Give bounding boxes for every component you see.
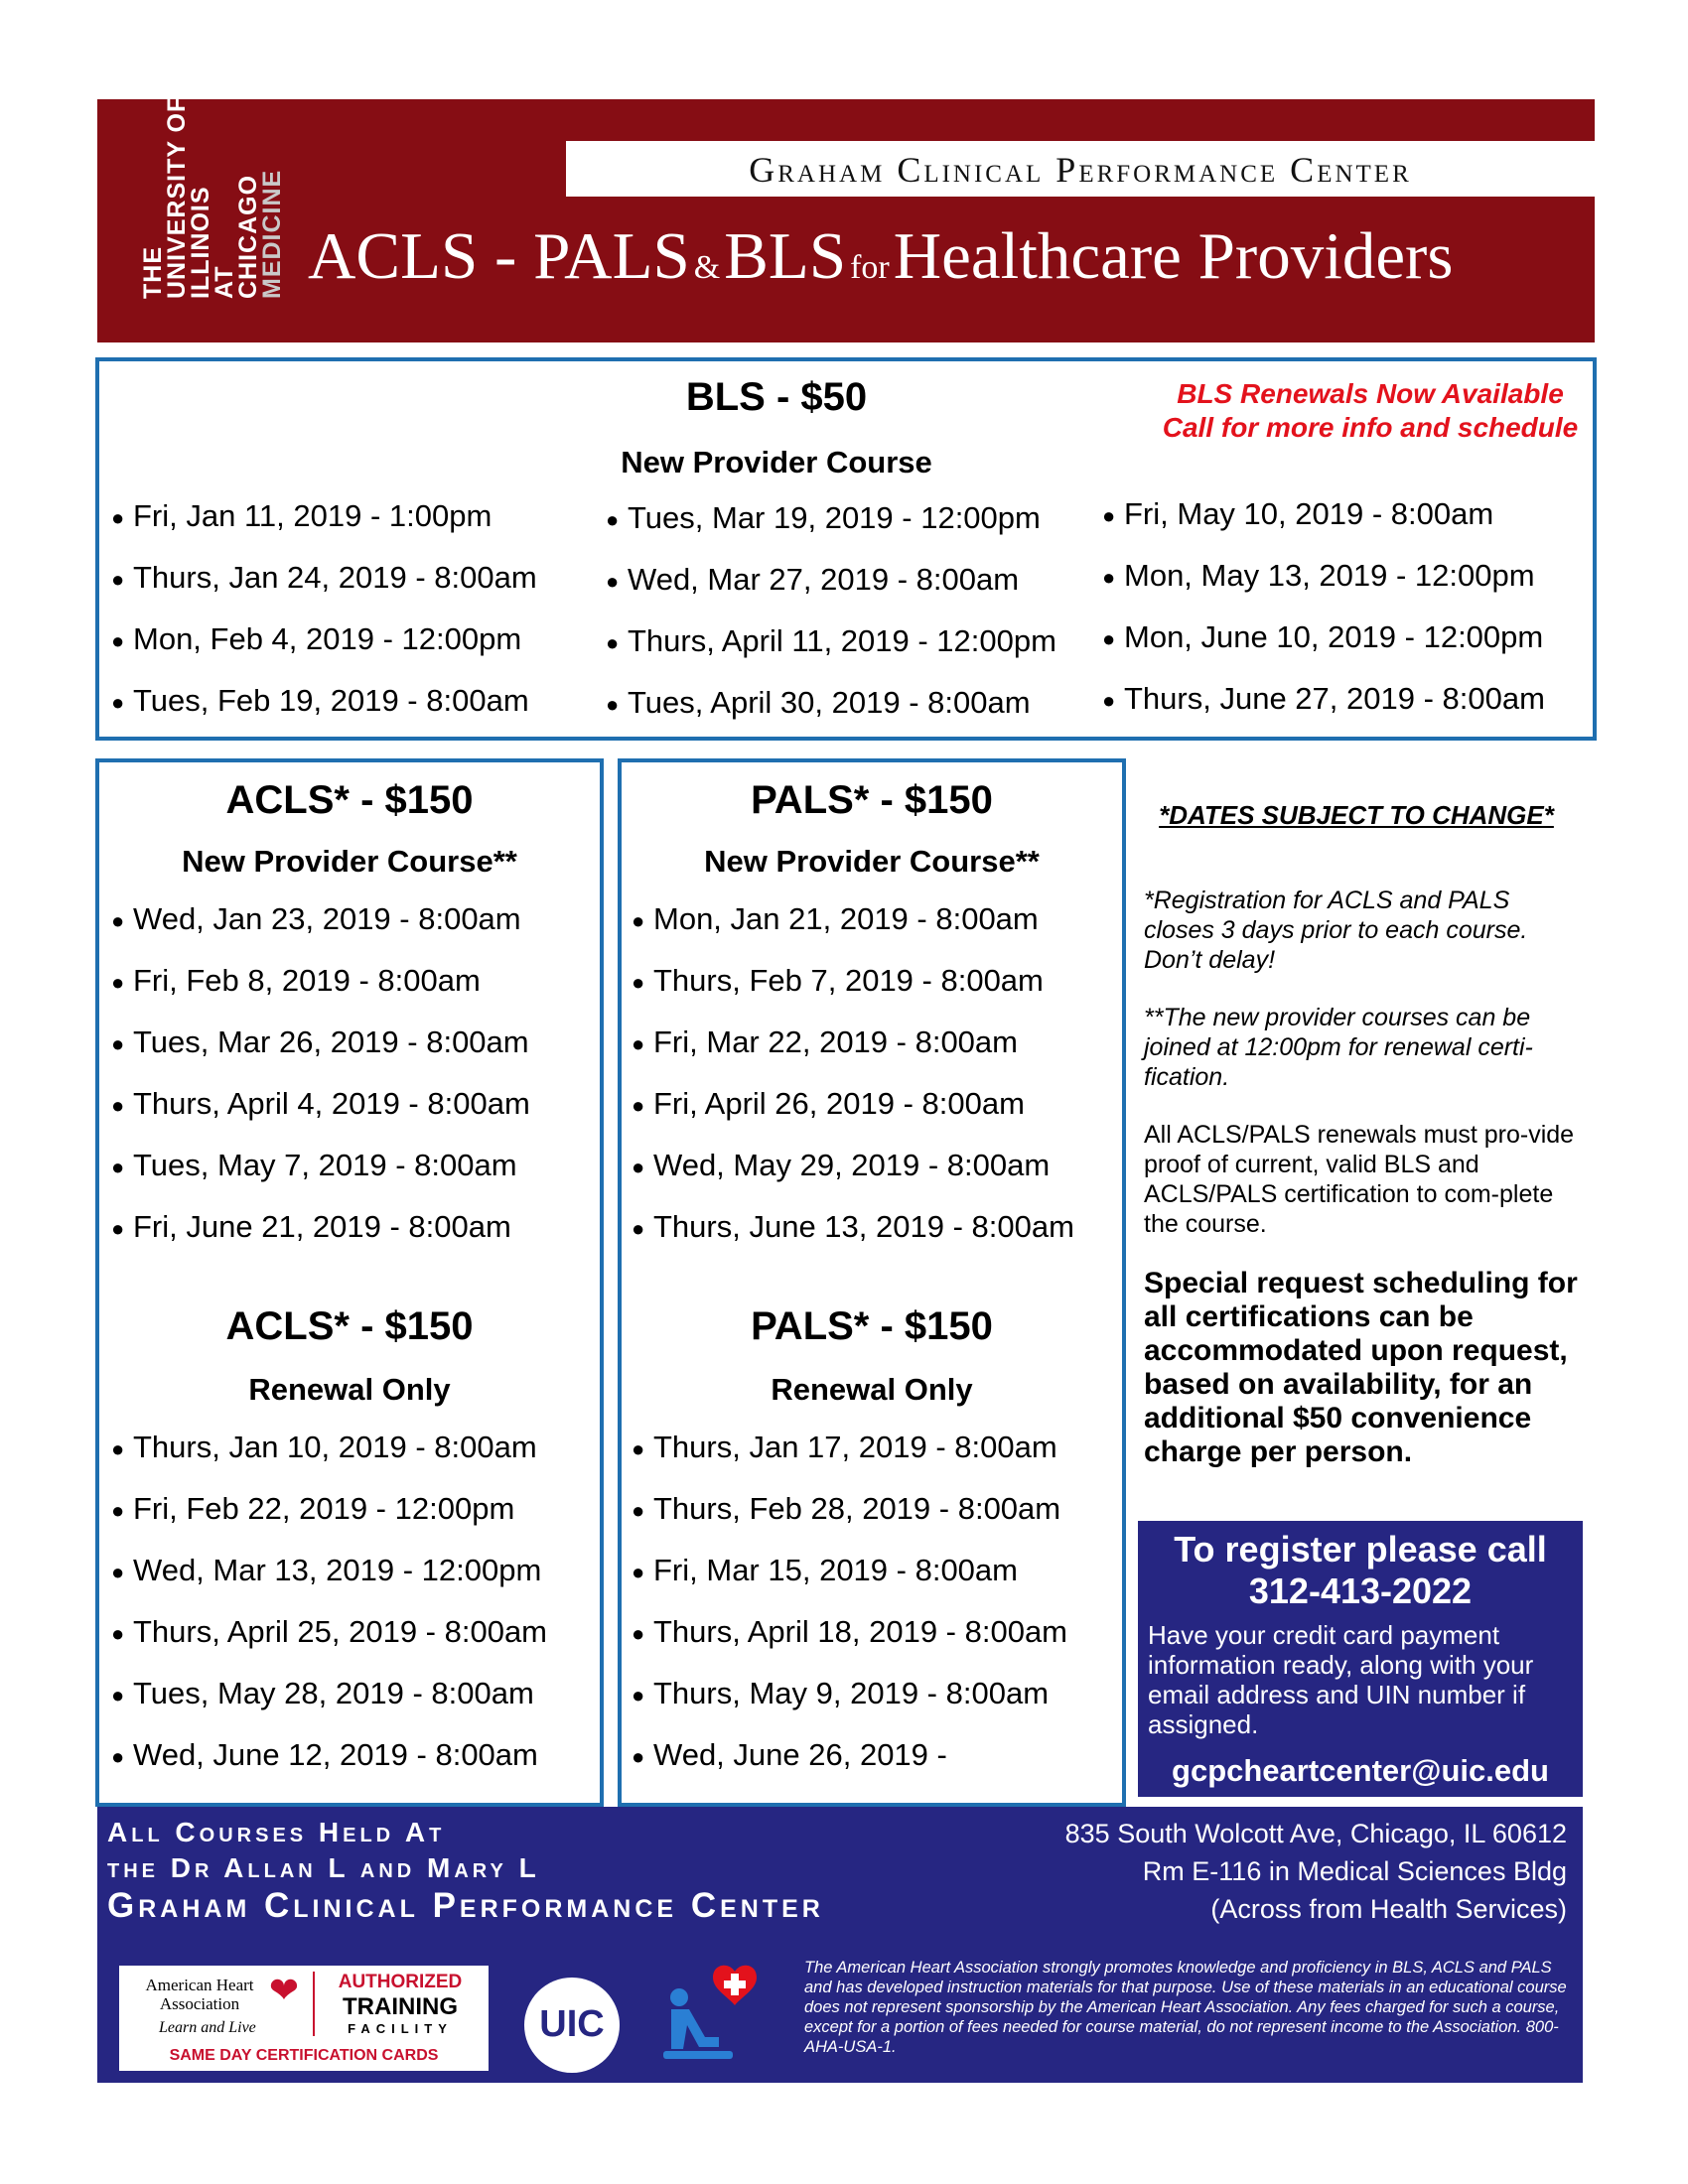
title-bls: BLS (724, 219, 847, 293)
cpr-icon (649, 1958, 769, 2067)
aha-same-day: SAME DAY CERTIFICATION CARDS (169, 2047, 439, 2064)
footer-held-line: the Dr Allan L and Mary L (107, 1852, 540, 1883)
wordmark-line: CHICAGO (234, 174, 262, 299)
list-item: ● Thurs, April 4, 2019 - 8:00am (111, 1086, 530, 1121)
pals-renew-title: PALS* - $150 (751, 1304, 993, 1348)
aha-authorized-block (313, 1972, 486, 2036)
center-name: Graham Clinical Performance Center (749, 150, 1412, 190)
page-title (308, 218, 1589, 318)
heart-torch-icon: ❤ (268, 1971, 299, 2010)
list-item: ● Thurs, Feb 28, 2019 - 8:00am (632, 1491, 1061, 1526)
bls-renewals-line: BLS Renewals Now Available (1177, 378, 1564, 409)
wordmark-line: MEDICINE (258, 169, 286, 299)
register-email[interactable]: gcpcheartcenter@uic.edu (1172, 1753, 1549, 1788)
list-item: ● Tues, April 30, 2019 - 8:00am (606, 685, 1031, 720)
acls-renew-subtitle: Renewal Only (248, 1372, 451, 1407)
acls-box (95, 758, 604, 1807)
list-item: ● Fri, Jan 11, 2019 - 1:00pm (111, 498, 492, 533)
list-item: ● Thurs, June 27, 2019 - 8:00am (1102, 681, 1545, 716)
list-item: ● Tues, May 28, 2019 - 8:00am (111, 1676, 534, 1710)
footer-address: (Across from Health Services) (1210, 1894, 1567, 1924)
acls-new-title: ACLS* - $150 (225, 778, 474, 822)
list-item: ● Thurs, May 9, 2019 - 8:00am (632, 1676, 1050, 1710)
list-item: ● Mon, May 13, 2019 - 12:00pm (1102, 558, 1535, 593)
list-item: ● Thurs, Feb 7, 2019 - 8:00am (632, 963, 1044, 998)
special-request-note: Special request scheduling for all certifications can be accommodated upon request, based on availability, for an additional $50 convenience charge per person. (1144, 1267, 1578, 1468)
wordmark-line: UNIVERSITY OF (163, 95, 191, 299)
list-item: ● Fri, June 21, 2019 - 8:00am (111, 1209, 511, 1244)
footer-held-line: Graham Clinical Performance Center (107, 1886, 824, 1925)
list-item: ● Mon, Jan 21, 2019 - 8:00am (632, 901, 1039, 936)
bls-renewals-note (1102, 377, 1638, 445)
pals-renew-subtitle: Renewal Only (771, 1372, 973, 1407)
list-item: ● Wed, Mar 27, 2019 - 8:00am (606, 562, 1020, 597)
list-item: ● Wed, Jan 23, 2019 - 8:00am (111, 901, 521, 936)
uic-logo: UIC (524, 1978, 620, 2073)
renewals-note: All ACLS/PALS renewals must pro-vide proof of current, valid BLS and ACLS/PALS certification to com-plete the course. (1144, 1121, 1575, 1238)
list-item: ● Tues, Mar 26, 2019 - 8:00am (111, 1024, 529, 1059)
wordmark-line: THE (139, 246, 167, 299)
dates-subject-note: *DATES SUBJECT TO CHANGE* (1159, 800, 1554, 830)
list-item: ● Fri, Feb 8, 2019 - 8:00am (111, 963, 481, 998)
title-acls-pals: ACLS - PALS (308, 219, 690, 293)
header-banner (97, 95, 1595, 342)
list-item: ● Tues, Mar 19, 2019 - 12:00pm (606, 500, 1041, 535)
list-item: ● Fri, Mar 22, 2019 - 8:00am (632, 1024, 1018, 1059)
acls-renew-title: ACLS* - $150 (225, 1304, 474, 1348)
list-item: ● Thurs, April 25, 2019 - 8:00am (111, 1614, 548, 1649)
list-item: ● Tues, Feb 19, 2019 - 8:00am (111, 683, 529, 718)
list-item: ● Thurs, Jan 10, 2019 - 8:00am (111, 1430, 537, 1464)
aha-authorized: AUTHORIZED (338, 1972, 463, 1992)
register-call: To register please call (1174, 1529, 1547, 1570)
footer-address: 835 South Wolcott Ave, Chicago, IL 60612 (1064, 1819, 1567, 1848)
footer (97, 1807, 1583, 2083)
pals-box (618, 758, 1126, 1807)
footer-held-line: All Courses Held At (107, 1817, 446, 1847)
list-item: ● Wed, May 29, 2019 - 8:00am (632, 1148, 1051, 1182)
register-box (1138, 1521, 1583, 1797)
list-item: ● Fri, April 26, 2019 - 8:00am (632, 1086, 1025, 1121)
list-item: ● Fri, Feb 22, 2019 - 12:00pm (111, 1491, 515, 1526)
registration-note: *Registration for ACLS and PALS closes 3 days prior to each course. Don’t delay! (1144, 887, 1528, 974)
aha-name: American Heart Association ❤ (145, 1971, 299, 2013)
list-item: ● Wed, June 12, 2019 - 8:00am (111, 1737, 538, 1772)
aha-disclaimer: The American Heart Association strongly promotes knowledge and proficiency in BLS, ACLS and PALS and has developed instruction materials for that purpose. Use of these materials in an educational course does not represent sponsorship by the American Heart Association. Any fees charged for such a course, except for a portion of fees needed for course material, do not represent income to the Association. 800-AHA-USA-1. (804, 1959, 1567, 2056)
university-wordmark (129, 95, 298, 328)
list-item: ● Fri, Mar 15, 2019 - 8:00am (632, 1553, 1018, 1587)
pals-new-title: PALS* - $150 (751, 778, 993, 822)
wordmark-line: AT (211, 265, 238, 299)
wordmark-line: ILLINOIS (187, 186, 214, 299)
list-item: ● Thurs, April 11, 2019 - 12:00pm (606, 623, 1056, 658)
aha-training: TRAINING (343, 1993, 458, 2020)
aha-tagline: Learn and Live (159, 2019, 256, 2036)
list-item: ● Wed, June 26, 2019 - (632, 1737, 947, 1772)
footer-address: Rm E-116 in Medical Sciences Bldg (1142, 1856, 1567, 1886)
list-item: ● Mon, June 10, 2019 - 12:00pm (1102, 619, 1544, 654)
register-details: Have your credit card payment information ready, along with your email address and UIN number if assigned. (1148, 1620, 1534, 1739)
list-item: ● Thurs, Jan 24, 2019 - 8:00am (111, 560, 537, 595)
pals-new-subtitle: New Provider Course** (704, 844, 1040, 879)
list-item: ● Thurs, Jan 17, 2019 - 8:00am (632, 1430, 1057, 1464)
bls-title: BLS - $50 (685, 375, 868, 419)
list-item: ● Thurs, June 13, 2019 - 8:00am (632, 1209, 1074, 1244)
center-name-band (566, 141, 1595, 197)
aha-training-logo (119, 1966, 489, 2071)
bls-renewals-line: Call for more info and schedule (1162, 412, 1579, 443)
title-healthcare: Healthcare Providers (893, 219, 1454, 293)
title-amp: & (693, 249, 721, 286)
list-item: ● Fri, May 10, 2019 - 8:00am (1102, 496, 1494, 531)
acls-new-subtitle: New Provider Course** (182, 844, 517, 879)
bls-subtitle: New Provider Course (621, 445, 932, 479)
title-for: for (850, 249, 890, 286)
list-item: ● Mon, Feb 4, 2019 - 12:00pm (111, 621, 522, 656)
new-provider-note: **The new provider courses can be joined at 12:00pm for renewal certi-fication. (1144, 1004, 1533, 1091)
list-item: ● Wed, Mar 13, 2019 - 12:00pm (111, 1553, 542, 1587)
register-phone[interactable]: 312-413-2022 (1248, 1570, 1473, 1611)
register-heading (1138, 1529, 1583, 1612)
list-item: ● Tues, May 7, 2019 - 8:00am (111, 1148, 517, 1182)
list-item: ● Thurs, April 18, 2019 - 8:00am (632, 1614, 1068, 1649)
bls-box (95, 357, 1597, 741)
aha-facility: FACILITY (348, 2021, 453, 2036)
